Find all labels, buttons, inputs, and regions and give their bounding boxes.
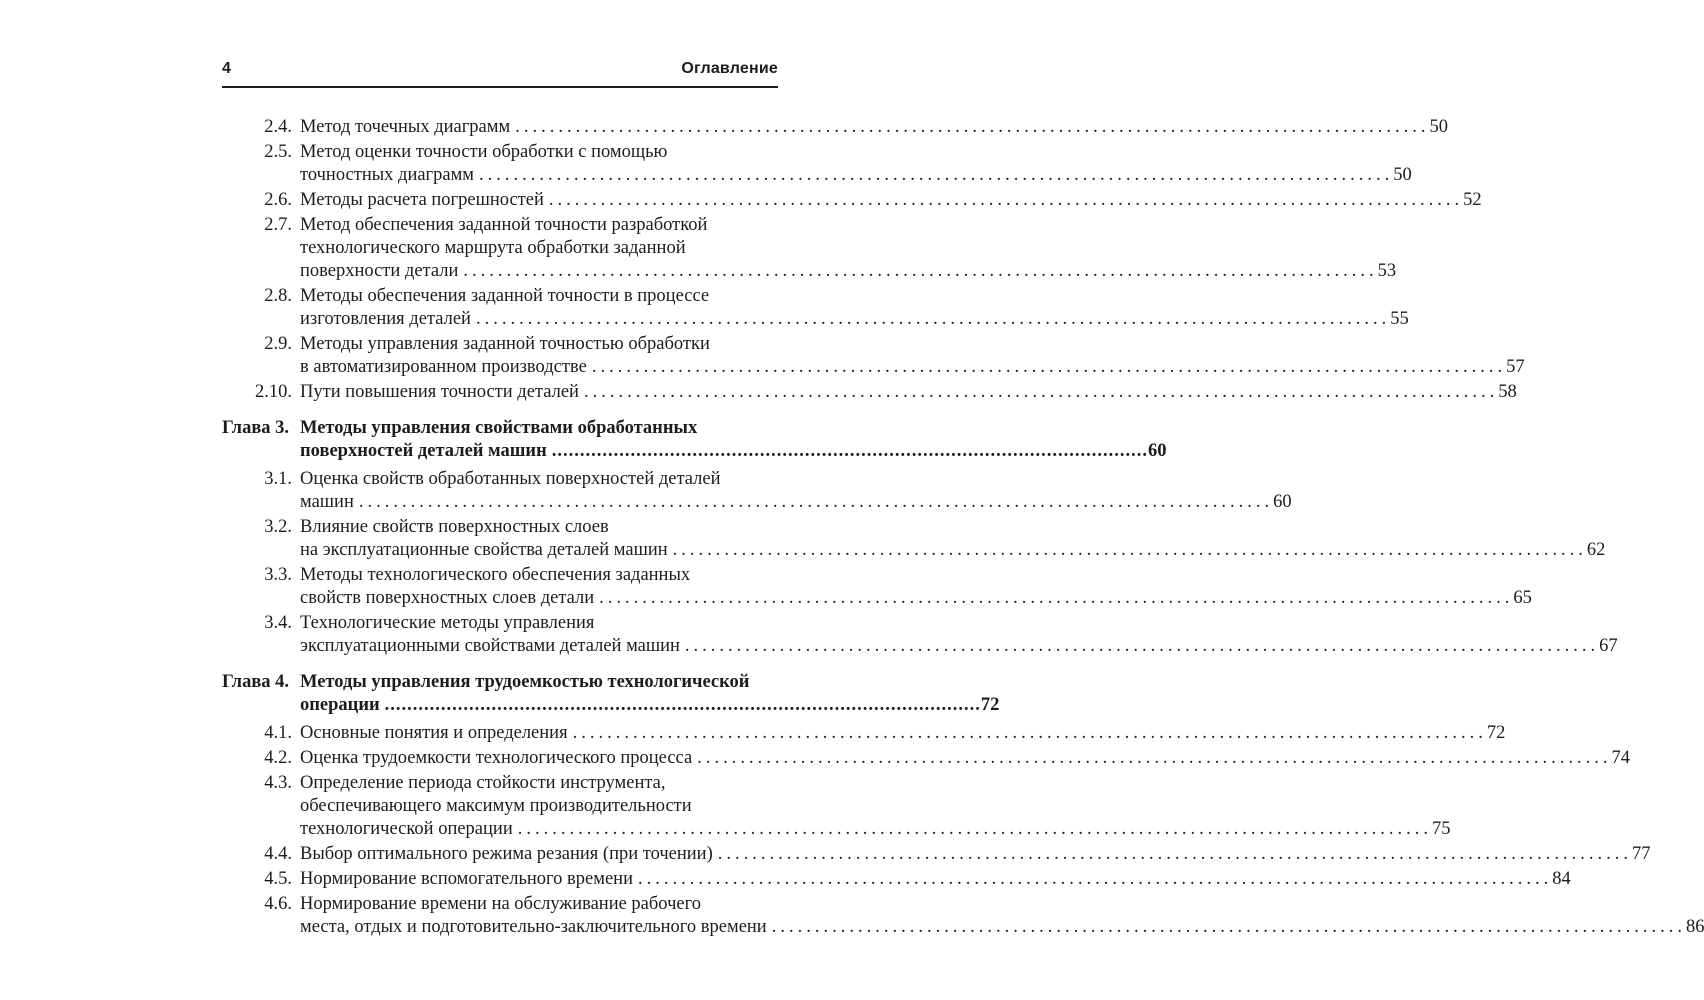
entry-text: точностных диаграмм [300, 165, 475, 185]
entry-text: Пути повышения точности деталей [300, 382, 579, 402]
dot-leader [552, 440, 1148, 463]
entry-number: 2.10. [255, 382, 292, 402]
entry-page-number: 74 [1611, 748, 1630, 768]
entry-line [300, 260, 1396, 283]
entry-line [300, 539, 1605, 562]
entry-line [300, 356, 1525, 379]
entry-number: 3.3. [264, 565, 292, 585]
entry-text: Методы расчета погрешностей [300, 190, 544, 210]
toc-entry [222, 564, 1532, 610]
entry-page-number: 65 [1513, 588, 1532, 608]
toc-entry [222, 671, 1000, 717]
entry-text: технологической операции [300, 819, 513, 839]
entry-line: Метод оценки точности обработки с помощью [300, 142, 668, 162]
entry-line: Методы управления свойствами обработанных [300, 418, 698, 438]
dot-leader [515, 116, 1429, 139]
entry-body [300, 116, 1448, 139]
entry-line: Методы технологического обеспечения заданных [300, 565, 691, 585]
entry-number: 3.2. [264, 517, 292, 537]
entry-number: 2.5. [264, 142, 292, 162]
entry-text: места, отдых и подготовительно-заключительного времени [300, 917, 767, 937]
toc-entry [222, 893, 1704, 939]
entry-line [300, 308, 1409, 331]
toc-entry [222, 722, 1506, 745]
entry-line [300, 694, 999, 717]
dot-leader [518, 818, 1432, 841]
entry-line [300, 868, 1571, 891]
entry-page-number: 67 [1599, 636, 1618, 656]
entry-body [300, 868, 1571, 891]
entry-line: обеспечивающего максимум производительности [300, 796, 692, 816]
entry-number: Глава 3. [222, 418, 290, 438]
entry-text: поверхности детали [300, 261, 459, 281]
entry-page-number: 50 [1429, 117, 1448, 137]
toc-entry [222, 417, 1167, 463]
toc-entry [222, 868, 1571, 891]
entry-text: Нормирование вспомогательного времени [300, 869, 633, 889]
toc-entry [222, 772, 1451, 841]
entry-body [300, 564, 1532, 610]
entry-number: 2.8. [264, 286, 292, 306]
dot-leader [599, 587, 1513, 610]
entry-page-number: 55 [1390, 309, 1409, 329]
entry-page-number: 60 [1147, 441, 1167, 461]
entry-line [300, 587, 1532, 610]
toc-entry [222, 214, 1397, 283]
toc-entry [222, 189, 1482, 212]
entry-number: Глава 4. [222, 672, 290, 692]
entry-number: 4.2. [264, 748, 292, 768]
entry-line [300, 189, 1482, 212]
entry-line [300, 116, 1448, 139]
entry-line: Методы управления трудоемкостью технологической [300, 672, 750, 692]
entry-page-number: 50 [1393, 165, 1412, 185]
toc-entry [222, 843, 1651, 866]
dot-leader [673, 539, 1587, 562]
entry-body [300, 843, 1651, 866]
entry-text: машин [300, 492, 354, 512]
entry-page-number: 77 [1632, 844, 1651, 864]
entry-text: Метод точечных диаграмм [300, 117, 511, 137]
dot-leader [685, 635, 1599, 658]
dot-leader [584, 381, 1498, 404]
toc-entry [222, 381, 1517, 404]
dot-leader [718, 843, 1632, 866]
entry-body [300, 141, 1412, 187]
entry-body [300, 381, 1517, 404]
entry-text: свойств поверхностных слоев детали [300, 588, 595, 608]
dot-leader [463, 260, 1377, 283]
toc-list [222, 116, 1704, 939]
entry-page-number: 57 [1506, 357, 1525, 377]
entry-text: поверхностей деталей машин [300, 441, 547, 461]
entry-line [300, 747, 1630, 770]
toc-entry [222, 747, 1630, 770]
toc-entry [222, 333, 1525, 379]
entry-line [300, 916, 1704, 939]
entry-page-number: 72 [1486, 723, 1506, 743]
entry-body [300, 722, 1505, 745]
entry-body [300, 893, 1704, 939]
entry-text: на эксплуатационные свойства деталей машин [300, 540, 668, 560]
entry-line: Методы управления заданной точностью обработки [300, 334, 710, 354]
entry-number: 3.4. [264, 613, 292, 633]
entry-body [300, 333, 1525, 379]
entry-line [300, 818, 1450, 841]
entry-line: Метод обеспечения заданной точности разработкой [300, 215, 708, 235]
entry-page-number: 72 [980, 695, 1000, 715]
dot-leader [638, 868, 1552, 891]
entry-text: операции [300, 695, 380, 715]
entry-line: технологического маршрута обработки заданной [300, 238, 686, 258]
entry-number: 2.9. [264, 334, 292, 354]
entry-body [300, 285, 1409, 331]
entry-number: 3.1. [264, 469, 292, 489]
entry-line [300, 722, 1505, 745]
page-number: 4 [222, 60, 232, 77]
entry-body [300, 747, 1630, 770]
entry-text: в автоматизированном производстве [300, 357, 587, 377]
entry-body [300, 189, 1482, 212]
entry-number: 2.4. [264, 117, 292, 137]
entry-line: Определение периода стойкости инструмента, [300, 773, 666, 793]
entry-page-number: 86 [1685, 917, 1704, 937]
entry-line [300, 635, 1618, 658]
entry-text: Оценка трудоемкости технологического процесса [300, 748, 693, 768]
toc-entry [222, 468, 1292, 514]
entry-page-number: 58 [1498, 382, 1517, 402]
dot-leader [573, 722, 1487, 745]
dot-leader [772, 916, 1686, 939]
running-head [222, 60, 778, 88]
page-content [222, 60, 1704, 941]
running-title: Оглавление [681, 60, 778, 77]
dot-leader [697, 747, 1611, 770]
entry-text: Выбор оптимального режима резания (при точении) [300, 844, 713, 864]
entry-number: 2.7. [264, 215, 292, 235]
dot-leader [476, 308, 1390, 331]
dot-leader [359, 491, 1273, 514]
entry-page-number: 53 [1377, 261, 1397, 281]
toc-entry [222, 141, 1412, 187]
toc-entry [222, 285, 1409, 331]
entry-number: 4.4. [264, 844, 292, 864]
entry-page-number: 52 [1463, 190, 1482, 210]
entry-body [300, 772, 1450, 841]
entry-body [300, 516, 1605, 562]
entry-line [300, 843, 1651, 866]
dot-leader [479, 164, 1393, 187]
entry-page-number: 62 [1586, 540, 1606, 560]
entry-text: эксплуатационными свойствами деталей машин [300, 636, 680, 656]
entry-number: 4.6. [264, 894, 292, 914]
entry-text: Основные понятия и определения [300, 723, 568, 743]
entry-line [300, 164, 1412, 187]
dot-leader [385, 694, 981, 717]
entry-line [300, 440, 1166, 463]
entry-body [300, 612, 1618, 658]
dot-leader [549, 189, 1463, 212]
entry-line: Методы обеспечения заданной точности в процессе [300, 286, 710, 306]
dot-leader [592, 356, 1506, 379]
entry-line [300, 381, 1517, 404]
entry-body [300, 671, 999, 717]
entry-page-number: 84 [1552, 869, 1571, 889]
entry-line: Нормирование времени на обслуживание рабочего [300, 894, 701, 914]
entry-number: 2.6. [264, 190, 292, 210]
entry-number: 4.3. [264, 773, 292, 793]
toc-entry [222, 612, 1618, 658]
entry-line: Технологические методы управления [300, 613, 595, 633]
entry-line: Влияние свойств поверхностных слоев [300, 517, 609, 537]
entry-body [300, 214, 1396, 283]
entry-number: 4.1. [264, 723, 292, 743]
entry-line [300, 491, 1292, 514]
entry-line: Оценка свойств обработанных поверхностей деталей [300, 469, 721, 489]
entry-page-number: 60 [1273, 492, 1292, 512]
toc-entry [222, 116, 1448, 139]
entry-page-number: 75 [1431, 819, 1451, 839]
toc-entry [222, 516, 1606, 562]
entry-text: изготовления деталей [300, 309, 471, 329]
entry-body [300, 468, 1292, 514]
entry-number: 4.5. [264, 869, 292, 889]
entry-body [300, 417, 1166, 463]
